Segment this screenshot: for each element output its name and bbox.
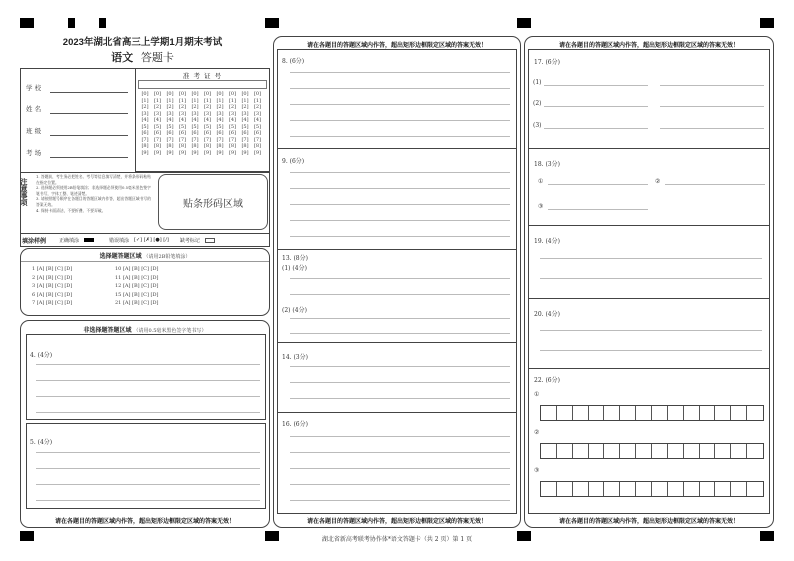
question-divider (277, 249, 517, 250)
nonchoice-note: （请用0.5毫米黑色签字笔书写） (133, 328, 207, 334)
question-divider (277, 342, 517, 343)
name-field[interactable] (50, 113, 128, 114)
registration-mark (68, 18, 75, 28)
q17-1-label: (1) (533, 79, 542, 86)
warning-text: 请在各题目的答题区域内作答，超出矩形边框限定区域的答案无效！ (306, 518, 487, 525)
q13-1-label: (1) (4分) (282, 265, 307, 272)
fill-example-label: 填涂样例 (22, 238, 47, 245)
q17-2-label: (2) (533, 100, 542, 107)
choice-row[interactable]: 6 [A] [B] [C] [D] (32, 291, 73, 298)
subject-name: 语文 (111, 51, 134, 64)
answer-line[interactable] (290, 398, 510, 399)
missing-mark-box[interactable] (205, 238, 215, 243)
choice-header (20, 251, 270, 260)
q5-answer-box[interactable] (26, 423, 266, 509)
room-label: 考 场 (26, 149, 42, 157)
warning-text: 请在各题目的答题区域内作答，超出矩形边框限定区域的答案无效！ (558, 518, 739, 525)
answer-panel (277, 49, 517, 514)
choice-note: （请用2B铅笔填涂） (143, 254, 191, 260)
registration-mark (265, 18, 279, 28)
notice-item: 3. 请按照题号顺序在各题目的答题区域内作答，超出答题区域书写的答案无效。 (36, 196, 151, 207)
notice-item: 2. 选择题必须使用2B铅笔填涂；非选择题必须使用0.5毫米黑色签字笔书写，字体工整、笔迹清楚。 (36, 185, 151, 196)
answer-line[interactable] (290, 366, 510, 367)
choice-header-divider (21, 261, 269, 262)
answer-line[interactable] (290, 220, 510, 221)
q22-1-label: ① (534, 391, 540, 398)
answer-line[interactable] (290, 452, 510, 453)
nonchoice-title: 非选择题答题区域 (83, 328, 132, 334)
notice-item: 4. 保持卡面清洁，不要折叠、不要弄破。 (36, 207, 106, 213)
choice-row[interactable]: 1 [A] [B] [C] [D] (32, 266, 73, 272)
q22-2-label: ② (534, 429, 540, 436)
page-footer: 湖北省新高考联考协作体*语文答题卡（共 2 页）第 1 页 (321, 536, 473, 543)
card-name: 答题卡 (140, 51, 174, 64)
q22-label: 22. (6分) (534, 377, 560, 384)
answer-line[interactable] (290, 468, 510, 469)
q18-2-label: ② (655, 178, 661, 185)
answer-line[interactable] (290, 436, 510, 437)
answer-line[interactable] (660, 128, 764, 129)
answer-line[interactable] (544, 106, 648, 107)
answer-line[interactable] (290, 382, 510, 383)
question-divider (277, 412, 517, 413)
answer-line[interactable] (36, 364, 260, 365)
warning-text: 请在各题目的答题区域内作答，超出矩形边框限定区域的答案无效！ (306, 42, 487, 49)
answer-line[interactable] (660, 85, 764, 86)
exam-id-label: 准 考 证 号 (182, 72, 223, 80)
answer-line[interactable] (540, 278, 762, 279)
warning-text: 请在各题目的答题区域内作答，超出矩形边框限定区域的答案无效！ (558, 42, 739, 49)
name-label: 姓 名 (26, 105, 42, 113)
choice-row[interactable]: 7 [A] [B] [C] [D] (32, 300, 73, 306)
q18-1-label: ① (538, 178, 544, 185)
q17-3-label: (3) (533, 122, 542, 129)
registration-mark (20, 18, 34, 28)
answer-line[interactable] (36, 468, 260, 469)
choice-row[interactable]: 21 [A] [B] [C] [D] (115, 300, 159, 306)
answer-line[interactable] (540, 350, 762, 351)
answer-line[interactable] (290, 72, 510, 73)
choice-row[interactable]: 11 [A] [B] [C] [D] (115, 274, 159, 281)
answer-line[interactable] (544, 128, 648, 129)
question-divider (277, 148, 517, 149)
choice-row[interactable]: 15 [A] [B] [C] [D] (115, 291, 159, 298)
wrong-fill-samples: [✓] [✗] [●] [/] (134, 237, 169, 243)
answer-line[interactable] (36, 484, 260, 485)
answer-line[interactable] (290, 188, 510, 189)
character-grid[interactable] (540, 443, 764, 459)
question-divider (528, 368, 770, 369)
school-field[interactable] (50, 92, 128, 93)
exam-title: 2023年湖北省高三上学期1月期末考试 (62, 37, 223, 48)
registration-mark (517, 18, 531, 28)
answer-line[interactable] (290, 294, 510, 295)
nonchoice-header (20, 325, 270, 334)
choice-row[interactable]: 12 [A] [B] [C] [D] (115, 283, 159, 289)
question-divider (528, 225, 770, 226)
wrong-fill-label: 错误填涂 (109, 237, 130, 244)
answer-line[interactable] (36, 500, 260, 501)
fill-example-row (22, 235, 268, 245)
choice-row[interactable]: 2 [A] [B] [C] [D] (32, 274, 73, 281)
answer-line[interactable] (36, 396, 260, 397)
answer-line[interactable] (290, 172, 510, 173)
registration-mark (760, 531, 774, 541)
answer-line[interactable] (540, 258, 762, 259)
subject-title (20, 49, 265, 65)
answer-line[interactable] (665, 184, 765, 185)
missing-mark-label: 缺考标记 (179, 237, 200, 244)
choice-title: 选择题答题区域 (99, 254, 142, 260)
q22-3-label: ③ (534, 467, 540, 474)
question-divider (528, 298, 770, 299)
room-field[interactable] (50, 157, 128, 158)
q4-answer-box[interactable] (26, 334, 266, 420)
answer-line[interactable] (36, 452, 260, 453)
q9-label: 9. (6分) (282, 158, 305, 165)
answer-line[interactable] (290, 500, 510, 501)
barcode-area (158, 174, 268, 230)
exam-id-bubble-grid[interactable]: [0] [0] [0] [0] [0] [0] [0] [0] [0] [0] [1] [1] [1] [1] [1] [1] [1] [1] [1] [1] [2] [2] [2] [2] [2] [2] [2] [2] [2] [2] [3] [3] [3] [3] [3] [3] [3] [3] [3] [3] [4] [4] [4] [4] [4] [4] [4] [4] [4] [4] [5] [5] [5] [5] [5] [5] [5] [5] [5] [5] [6] [6] [6] [6] [6] [6] [6] [6] [6] [6] [7] [7] [7] [7] [7] [7] [7] [7] [7] [7] [8] [8] [8] [8] [8] [8] [8] [8] [8] [8] [9] [9] [9] [9] [9] [9] [9] [9] [9] [9] (141, 91, 262, 156)
answer-line[interactable] (290, 278, 510, 279)
answer-line[interactable] (548, 209, 648, 210)
q5-label: 5. (4分) (30, 439, 53, 446)
answer-line[interactable] (544, 85, 648, 86)
answer-line[interactable] (36, 380, 260, 381)
choice-left-column[interactable] (32, 265, 72, 308)
answer-line[interactable] (540, 330, 762, 331)
character-grid[interactable] (540, 405, 764, 421)
answer-line[interactable] (290, 333, 510, 334)
q13-label: 13. (8分) (282, 255, 308, 262)
q16-label: 16. (6分) (282, 421, 308, 428)
correct-fill-sample (84, 238, 94, 242)
fill-example-divider (20, 233, 270, 234)
question-divider (528, 148, 770, 149)
q14-label: 14. (3分) (282, 354, 308, 361)
notice-list (36, 174, 154, 213)
answer-line[interactable] (290, 318, 510, 319)
choice-row[interactable]: 3 [A] [B] [C] [D] (32, 283, 73, 289)
choice-row[interactable]: 10 [A] [B] [C] [D] (115, 266, 159, 272)
choice-right-column[interactable] (115, 265, 158, 308)
answer-line[interactable] (290, 236, 510, 237)
registration-mark (99, 18, 106, 28)
answer-line[interactable] (548, 184, 648, 185)
answer-line[interactable] (290, 204, 510, 205)
class-field[interactable] (50, 135, 128, 136)
q8-label: 8. (6分) (282, 58, 305, 65)
notice-divider (20, 172, 270, 173)
notice-item: 1. 答题前，考生务必把姓名、考号等信息填写清楚，并将条形码粘贴在指定位置。 (36, 174, 151, 185)
school-label: 学 校 (26, 84, 42, 92)
q18-3-label: ③ (538, 203, 544, 210)
answer-line[interactable] (36, 412, 260, 413)
notice-title: 注意事项 (20, 178, 29, 206)
correct-fill-label: 正确填涂 (59, 237, 80, 244)
q19-label: 19. (4分) (534, 238, 560, 245)
barcode-area-label: 贴条形码区域 (183, 198, 243, 210)
answer-line[interactable] (290, 104, 510, 105)
q18-label: 18. (3分) (534, 161, 560, 168)
q17-label: 17. (6分) (534, 59, 560, 66)
warning-text: 请在各题目的答题区域内作答，超出矩形边框限定区域的答案无效！ (54, 518, 235, 525)
q13-2-label: (2) (4分) (282, 307, 307, 314)
answer-line[interactable] (290, 120, 510, 121)
answer-line[interactable] (660, 106, 764, 107)
registration-mark (20, 531, 34, 541)
class-label: 班 级 (26, 127, 42, 135)
q20-label: 20. (4分) (534, 311, 560, 318)
character-grid[interactable] (540, 481, 764, 497)
answer-line[interactable] (290, 88, 510, 89)
answer-line[interactable] (290, 484, 510, 485)
registration-mark (760, 18, 774, 28)
exam-id-entry-row[interactable] (138, 80, 267, 89)
answer-line[interactable] (290, 136, 510, 137)
q4-label: 4. (4分) (30, 352, 53, 359)
